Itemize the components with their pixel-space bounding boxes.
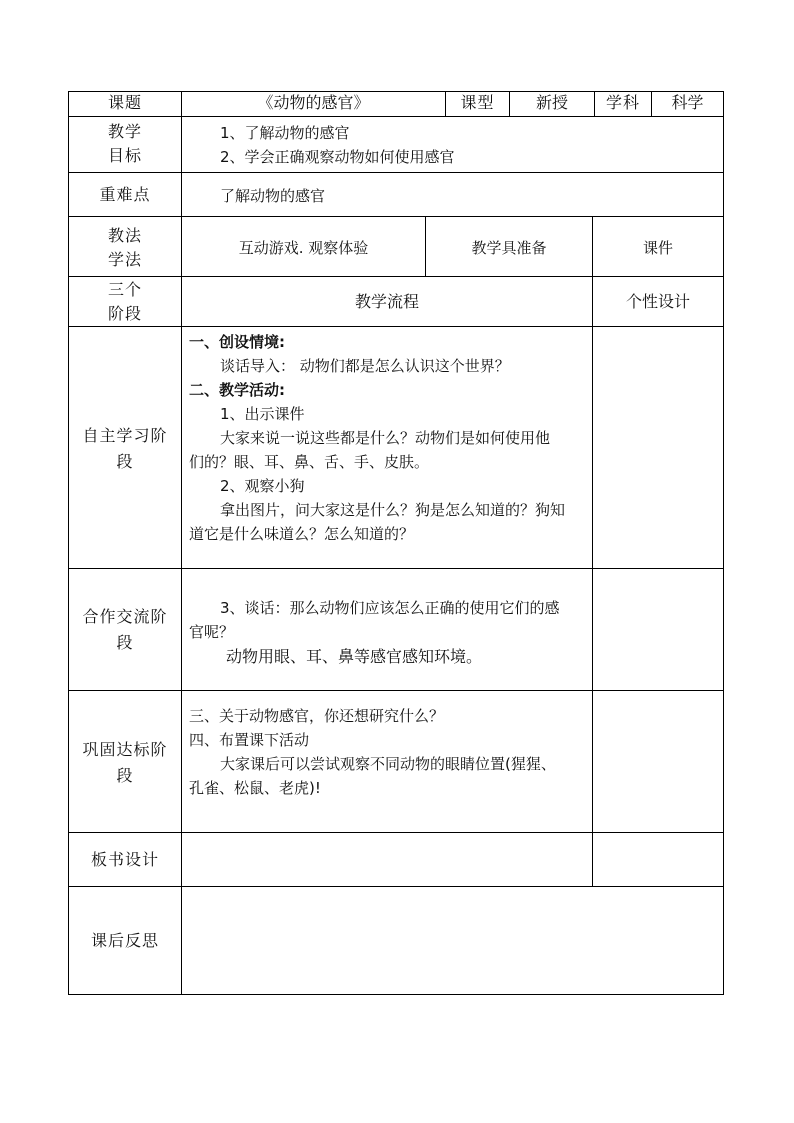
key-points-label: 重难点: [99, 185, 151, 204]
methods-label-line2: 学法: [107, 250, 142, 269]
stage1-line: 二、教学活动:: [189, 381, 285, 399]
methods-label-line1: 教法: [107, 226, 142, 245]
stage1-line: 大家来说一说这些都是什么？动物们是如何使用他: [220, 429, 551, 447]
stage3-line: 三、关于动物感官，你还想研究什么？: [189, 707, 445, 725]
stage1-line: 拿出图片，问大家这是什么？狗是怎么知道的？狗知: [220, 501, 566, 519]
grid-line: [181, 91, 182, 995]
grid-line: [68, 690, 724, 691]
stage1-line: 谈话导入： 动物们都是怎么认识这个世界？: [220, 357, 510, 375]
board-design-label: 板书设计: [90, 850, 159, 869]
stage3-line: 大家课后可以尝试观察不同动物的眼睛位置(猩猩、: [220, 755, 556, 773]
stage3-label-line1: 巩固达标阶: [82, 740, 168, 759]
teaching-aids-label: 教学具准备: [471, 239, 547, 257]
grid-line: [68, 886, 724, 887]
grid-line: [68, 116, 724, 117]
grid-line: [68, 568, 724, 569]
lesson-type-value: 新授: [535, 93, 568, 112]
stage2-line: 官呢？: [189, 623, 235, 641]
stage2-line: 3、谈话：那么动物们应该怎么正确的使用它们的感: [220, 599, 560, 617]
stage1-line: 1、出示课件: [220, 405, 305, 423]
stage2-label-line2: 段: [116, 633, 134, 652]
grid-line: [68, 326, 724, 327]
stage1-line: 一、创设情境:: [189, 333, 285, 351]
subject-value: 科学: [671, 93, 704, 112]
stage1-line: 们的？眼、耳、鼻、舌、手、皮肤。: [189, 453, 430, 471]
stage1-label-line1: 自主学习阶: [82, 426, 168, 445]
stage1-line: 2、观察小狗: [220, 477, 305, 495]
stage2-label-line1: 合作交流阶: [82, 607, 168, 626]
personal-design-header: 个性设计: [625, 292, 690, 311]
topic-label: 课题: [107, 93, 142, 112]
goals-label-line1: 教学: [107, 122, 142, 141]
stage1-line: 道它是什么味道么？怎么知道的？: [189, 525, 415, 543]
methods-value: 互动游戏. 观察体验: [238, 239, 369, 257]
topic-value: 《动物的感官》: [257, 93, 370, 112]
stage3-line: 四、布置课下活动: [189, 731, 310, 749]
goal-item: 1、了解动物的感官: [220, 124, 350, 142]
goal-item: 2、学会正确观察动物如何使用感官: [220, 148, 455, 166]
stage2-line: 动物用眼、耳、鼻等感官感知环境。: [226, 647, 483, 666]
key-points-value: 了解动物的感官: [220, 187, 326, 205]
teaching-aids-value: 课件: [642, 239, 673, 257]
stages-label-line1: 三个: [107, 280, 142, 299]
reflection-label: 课后反思: [90, 931, 159, 950]
grid-line: [723, 91, 724, 995]
teaching-flow-header: 教学流程: [354, 292, 419, 311]
grid-line: [68, 172, 724, 173]
stages-label-line2: 阶段: [107, 304, 142, 323]
subject-label: 学科: [605, 93, 640, 112]
lesson-type-label: 课型: [460, 93, 495, 112]
stage3-label-line2: 段: [116, 766, 134, 785]
stage3-line: 孔雀、松鼠、老虎)!: [189, 779, 321, 797]
stage1-label-line2: 段: [116, 452, 134, 471]
grid-line: [592, 276, 593, 886]
grid-line: [68, 276, 724, 277]
grid-line: [68, 216, 724, 217]
grid-line: [68, 994, 724, 995]
grid-line: [68, 832, 724, 833]
goals-label-line2: 目标: [107, 146, 142, 165]
